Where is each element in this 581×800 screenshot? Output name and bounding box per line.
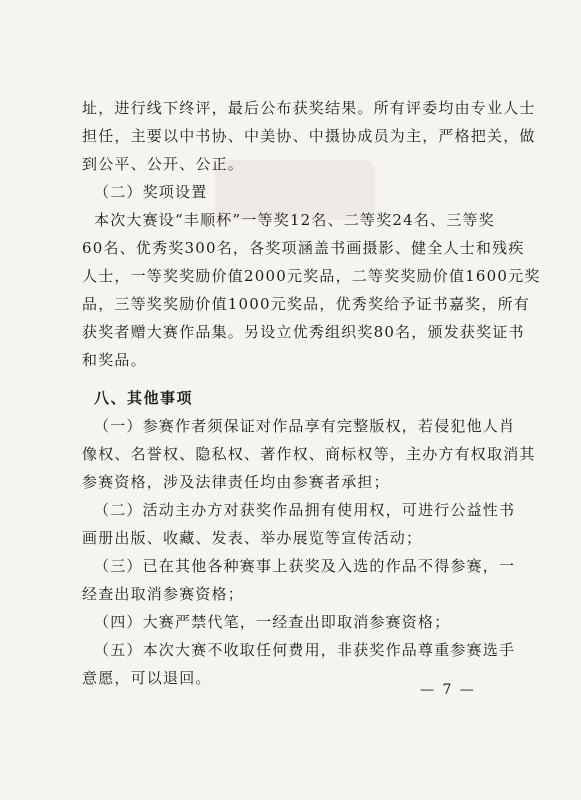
body-text-line: （二）活动主办方对获奖作品拥有使用权，可进行公益性书 [94, 501, 516, 519]
body-text-line: 到公平、公开、公正。 [82, 155, 245, 173]
section-heading-other-matters: 八、其他事项 [94, 389, 194, 407]
section-subheading-awards: （二）奖项设置 [94, 183, 208, 201]
body-text-line: 60名、优秀奖300名，各奖项涵盖书画摄影、健全人士和残疾 [82, 239, 525, 257]
body-text-line: （四）大赛严禁代笔，一经查出即取消参赛资格； [94, 613, 451, 631]
body-text-line: 经查出取消参赛资格； [82, 585, 245, 603]
body-text-line: 意愿，可以退回。 [82, 669, 212, 687]
document-body [82, 94, 541, 692]
body-text-line: 址，进行线下终评，最后公布获奖结果。所有评委均由专业人士 [82, 99, 536, 117]
body-text-line: （三）已在其他各种赛事上获奖及入选的作品不得参赛，一 [94, 557, 516, 575]
body-text-line: （一）参赛作者须保证对作品享有完整版权，若侵犯他人肖 [94, 417, 516, 435]
body-text-line: 担任，主要以中书协、中美协、中摄协成员为主，严格把关，做 [82, 127, 536, 145]
body-text-line: 画册出版、收藏、发表、举办展览等宣传活动； [82, 529, 423, 547]
body-text-line: （五）本次大赛不收取任何费用，非获奖作品尊重参赛选手 [94, 641, 516, 659]
page-number: — 7 — [420, 682, 476, 698]
body-text-line: 像权、名誉权、隐私权、著作权、商标权等，主办方有权取消其 [82, 445, 536, 463]
body-text-line: 人士，一等奖奖励价值2000元奖品，二等奖奖励价值1600元奖 [82, 267, 541, 285]
body-text-line: 本次大赛设“丰顺杯”一等奖12名、二等奖24名、三等奖 [94, 211, 495, 229]
body-text-line: 获奖者赠大赛作品集。另设立优秀组织奖80名，颁发获奖证书 [82, 323, 525, 341]
body-text-line: 参赛资格，涉及法律责任均由参赛者承担； [82, 473, 390, 491]
body-text-line: 和奖品。 [82, 351, 147, 369]
body-text-line: 品，三等奖奖励价值1000元奖品，优秀奖给予证书嘉奖，所有 [82, 295, 530, 313]
